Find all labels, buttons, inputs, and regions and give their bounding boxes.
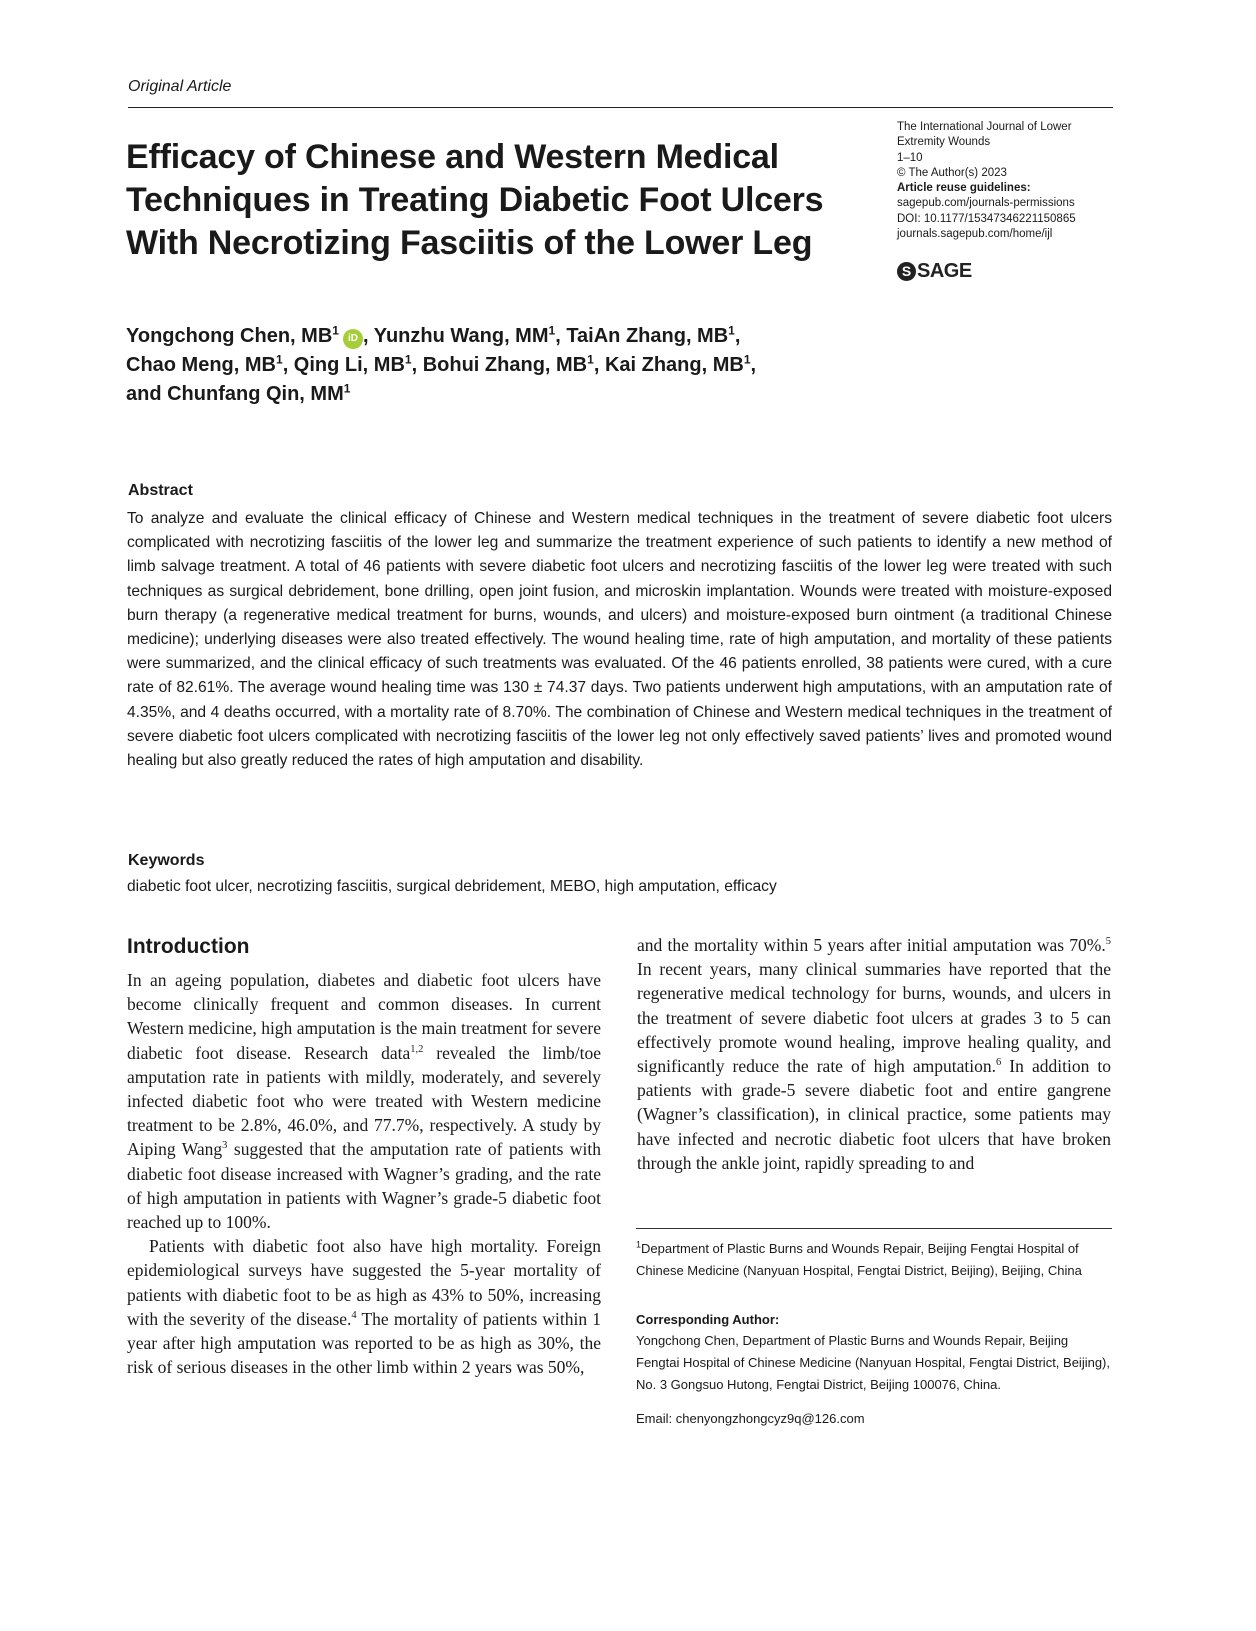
- reuse-link[interactable]: sagepub.com/journals-permissions: [897, 197, 1075, 210]
- affiliation-note: [636, 1238, 1112, 1282]
- paragraph: [127, 968, 601, 1234]
- doi-link[interactable]: DOI: 10.1177/15347346221150865: [897, 212, 1076, 225]
- affiliation-text: Department of Plastic Burns and Wounds Repair, Beijing Fengtai Hospital of Chinese Medicine (Nanyuan Hospital, Fengtai District, Beijing), Beijing, China: [636, 1241, 1082, 1278]
- author-name: Yongchong Chen, MB: [126, 325, 333, 347]
- copyright: © The Author(s) 2023: [897, 166, 1007, 179]
- author-name: Chao Meng, MB: [126, 354, 276, 376]
- affiliation-ref: 1: [587, 352, 594, 367]
- author-name: Bohui Zhang, MB: [417, 354, 588, 376]
- abstract-heading: Abstract: [128, 482, 193, 499]
- journal-info: [897, 120, 1137, 242]
- journal-name: The International Journal of Lower: [897, 121, 1072, 133]
- header-rule: [128, 107, 1113, 108]
- right-column: [637, 933, 1111, 1175]
- corresponding-author-text: Yongchong Chen, Department of Plastic Burns and Wounds Repair, Beijing Fengtai Hospital of Chinese Medicine (Nanyuan Hospital, Fengtai District, Beijing), No. 3 Gongsuo Hutong, Fengtai District, Beijing 100076, China.: [636, 1333, 1110, 1392]
- author-name: TaiAn Zhang, MB: [560, 325, 729, 347]
- affiliation-marker: 1: [636, 1239, 642, 1250]
- text-run: revealed the limb/toe amputation rate in patients with mildly, moderately, and severely infected diabetic foot who were treated with Western medicine treatment to be 2.8%, 46.0%, and 77.7%, respectively. A study by Aiping Wang: [127, 1042, 602, 1160]
- text-run: and the mortality within 5 years after initial amputation was 70%.: [637, 935, 1106, 955]
- author-separator: ,: [750, 354, 757, 376]
- author-separator: ,: [734, 325, 741, 347]
- affiliation-ref: 1: [743, 352, 751, 367]
- journal-url[interactable]: journals.sagepub.com/home/ijl: [897, 228, 1053, 241]
- author-separator: ,: [282, 354, 289, 376]
- text-run: In recent years, many clinical summaries have reported that the regenerative medical technology for burns, wounds, and ulcers in the treatment of severe diabetic foot ulcers at grades 3 to 5 can effectively promote wound healing, improve healing quality, and significantly reduce the rate of high amputation.: [637, 959, 1111, 1077]
- author-name: , Yunzhu Wang, MM: [362, 325, 549, 347]
- affiliation-ref: 1: [728, 323, 735, 338]
- article-type: Original Article: [128, 78, 232, 95]
- reuse-label: Article reuse guidelines:: [897, 182, 1031, 195]
- text-run: suggested that the amputation rate of patients with diabetic foot disease increased with Wagner’s grading, and the rate of high amputation in patients with Wagner’s grade-5 diabetic foot reached up to 100%.: [127, 1139, 601, 1233]
- left-column: [127, 968, 601, 1379]
- abstract-text: To analyze and evaluate the clinical efficacy of Chinese and Western medical techniques in the treatment of severe diabetic foot ulcers complicated with necrotizing fasciitis of the lower leg and summarize the treatment experience of such patients to identify a new method of limb salvage treatment. A total of 46 patients with severe diabetic foot ulcers and necrotizing fasciitis of the lower leg were treated with such techniques as surgical debridement, bone drilling, open joint fusion, and microskin implantation. Wounds were treated with moisture-exposed burn therapy (a regenerative medical treatment for burns, wounds, and ulcers) and moisture-exposed burn ointment (a traditional Chinese medicine); underlying diseases were also treated effectively. The wound healing time, rate of high amputation, and mortality of these patients were summarized, and the clinical efficacy of such treatments was evaluated. Of the 46 patients enrolled, 38 patients were cured, with a cure rate of 82.61%. The average wound healing time was 130 ± 74.37 days. Two patients underwent high amputations, with an amputation rate of 4.35%, and 4 deaths occurred, with a mortality rate of 8.70%. The combination of Chinese and Western medical techniques in the treatment of severe diabetic foot ulcers complicated with necrotizing fasciitis of the lower leg not only effectively saved patients’ lives and promoted wound healing but also greatly reduced the rates of high amputation and disability.: [127, 510, 1112, 770]
- footnote-rule: [636, 1228, 1112, 1229]
- citation-ref[interactable]: 5: [1105, 936, 1111, 948]
- publisher-name: SAGE: [917, 259, 972, 282]
- paragraph: [127, 1234, 601, 1379]
- corresponding-author-heading: Corresponding Author:: [636, 1312, 780, 1327]
- citation-ref[interactable]: 3: [222, 1140, 228, 1152]
- text-run: The mortality of patients within 1 year after high amputation was reported to be as high as 30%, the risk of serious diseases in the other limb within 2 years was 50%,: [127, 1308, 601, 1378]
- citation-ref[interactable]: 4: [351, 1310, 357, 1322]
- citation-ref[interactable]: 1,2: [410, 1043, 424, 1055]
- author-name: Kai Zhang, MB: [599, 354, 744, 376]
- affiliation-ref: 1: [404, 352, 412, 367]
- citation-ref[interactable]: 6: [995, 1057, 1002, 1069]
- keywords-heading: Keywords: [128, 852, 205, 869]
- journal-name-cont: Extremity Wounds: [897, 136, 991, 149]
- author-separator: ,: [555, 325, 561, 347]
- page-range: 1–10: [897, 151, 923, 164]
- author-separator: ,: [593, 354, 600, 376]
- affiliation-ref: 1: [332, 323, 339, 338]
- author-name: and Chunfang Qin, MM: [126, 383, 344, 405]
- email-link[interactable]: Email: chenyongzhongcyz9q@126.com: [636, 1411, 865, 1426]
- affiliation-ref: 1: [276, 352, 283, 367]
- author-separator: ,: [411, 354, 418, 376]
- sage-logo: [897, 260, 972, 282]
- orcid-icon[interactable]: iD: [343, 329, 363, 349]
- sage-mark-icon: S: [897, 262, 916, 281]
- text-run: Patients with diabetic foot also have high mortality. Foreign epidemiological surveys have suggested the 5-year mortality of patients with diabetic foot to be as high as 43% to 50%, increasing with the severity of the disease.: [127, 1236, 601, 1329]
- text-run: In addition to patients with grade-5 severe diabetic foot and entire gangrene (Wagner’s classification), in clinical practice, some patients may have infected and necrotic diabetic foot ulcers that have broken through the ankle joint, rapidly spreading to and: [637, 1056, 1112, 1173]
- introduction-heading: Introduction: [127, 935, 250, 958]
- article-title: Efficacy of Chinese and Western Medical Techniques in Treating Diabetic Foot Ulcers With Necrotizing Fasciitis of the Lower Leg: [126, 138, 824, 262]
- text-run: In an ageing population, diabetes and diabetic foot ulcers have become clinically frequent and common diseases. In current Western medicine, high amputation is the main treatment for severe diabetic foot disease. Research data: [127, 970, 601, 1063]
- affiliation-ref: 1: [548, 323, 556, 338]
- author-name: Qing Li, MB: [288, 354, 405, 376]
- author-list: [126, 322, 906, 409]
- affiliation-ref: 1: [343, 381, 351, 396]
- paragraph: [637, 933, 1111, 1175]
- keywords-text: diabetic foot ulcer, necrotizing fasciitis, surgical debridement, MEBO, high amputation, efficacy: [127, 878, 777, 895]
